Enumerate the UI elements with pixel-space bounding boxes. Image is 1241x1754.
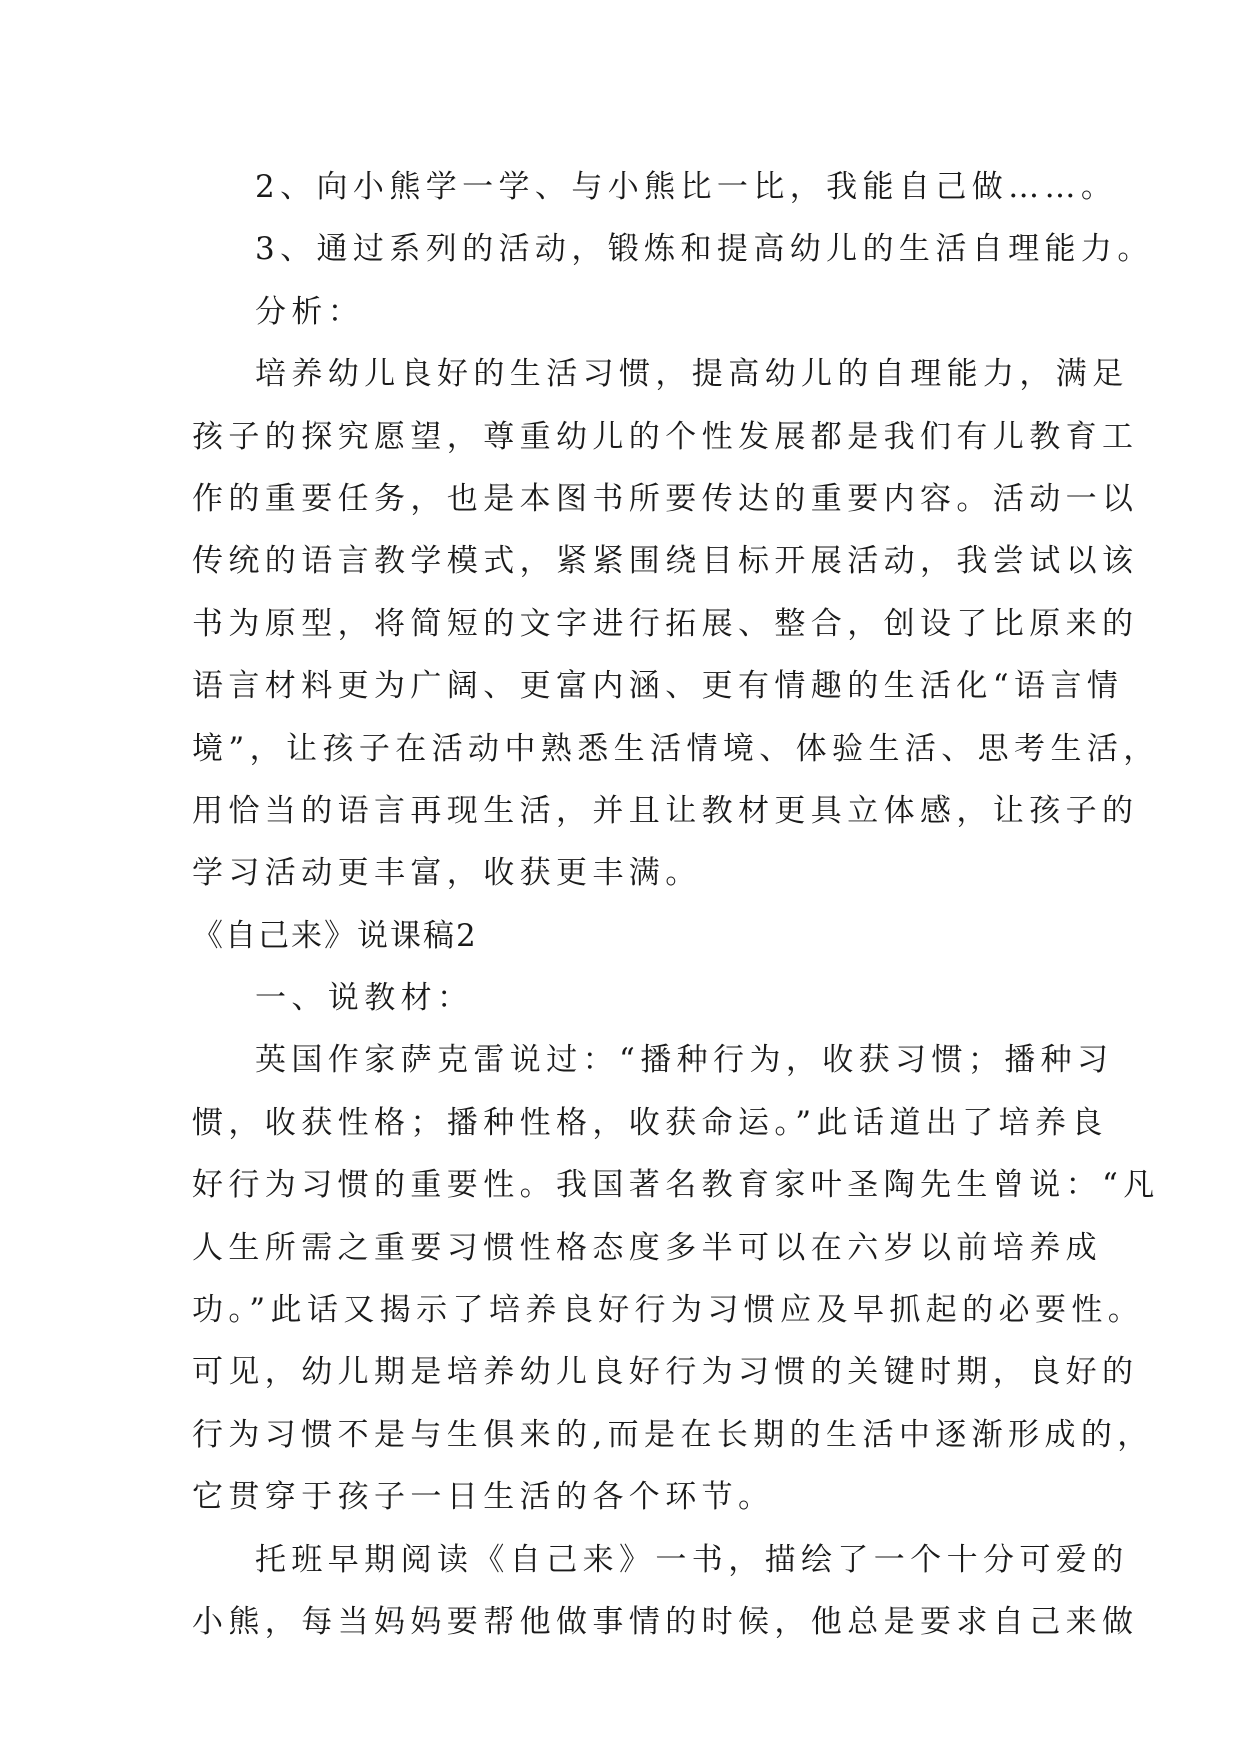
paragraph-line: 行为习惯不是与生俱来的,而是在长期的生活中逐渐形成的， (192, 1416, 1154, 1453)
list-item-2: 2、向小熊学一学、与小熊比一比，我能自己做……。 (255, 169, 1118, 205)
paragraph-line: 好行为习惯的重要性。我国著名教育家叶圣陶先生曾说：“凡 (192, 1167, 1160, 1204)
paragraph-line: 书为原型，将简短的文字进行拓展、整合，创设了比原来的 (192, 605, 1139, 642)
paragraph-line: 功。”此话又揭示了培养良好行为习惯应及早抓起的必要性。 (192, 1292, 1145, 1329)
paragraph-line: 境”，让孩子在活动中熟悉生活情境、体验生活、思考生活， (192, 730, 1160, 767)
paragraph-line: 传统的语言教学模式，紧紧围绕目标开展活动，我尝试以该 (192, 543, 1139, 580)
document-page (192, 156, 1160, 1653)
paragraph-line: 语言材料更为广阔、更富内涵、更有情趣的生活化“语言情 (192, 668, 1124, 705)
paragraph-line: 惯，收获性格；播种性格，收获命运。”此话道出了培养良 (192, 1104, 1108, 1141)
paragraph-line: 人生所需之重要习惯性格态度多半可以在六岁以前培养成 (192, 1229, 1102, 1266)
subsection-heading: 一、说教材： (255, 980, 474, 1017)
analysis-label: 分析： (255, 293, 365, 330)
paragraph-line: 培养幼儿良好的生活习惯，提高幼儿的自理能力，满足 (255, 356, 1129, 393)
paragraph-line: 孩子的探究愿望，尊重幼儿的个性发展都是我们有儿教育工 (192, 418, 1139, 455)
paragraph-line: 学习活动更丰富，收获更丰满。 (192, 855, 702, 892)
section-title: 《自己来》说课稿2 (192, 917, 478, 954)
paragraph-line: 它贯穿于孩子一日生活的各个环节。 (192, 1479, 775, 1516)
paragraph-line: 可见，幼儿期是培养幼儿良好行为习惯的关键时期，良好的 (192, 1354, 1139, 1391)
paragraph-line: 小熊，每当妈妈要帮他做事情的时候，他总是要求自己来做 (192, 1603, 1139, 1640)
paragraph-line: 英国作家萨克雷说过：“播种行为，收获习惯；播种习 (255, 1042, 1114, 1079)
paragraph-line: 托班早期阅读《自己来》一书，描绘了一个十分可爱的 (255, 1541, 1129, 1578)
paragraph-line: 作的重要任务，也是本图书所要传达的重要内容。活动一以 (192, 480, 1139, 517)
paragraph-line: 用恰当的语言再现生活，并且让教材更具立体感，让孩子的 (192, 792, 1139, 829)
list-item-3: 3、通过系列的活动，锻炼和提高幼儿的生活自理能力。 (255, 231, 1154, 268)
